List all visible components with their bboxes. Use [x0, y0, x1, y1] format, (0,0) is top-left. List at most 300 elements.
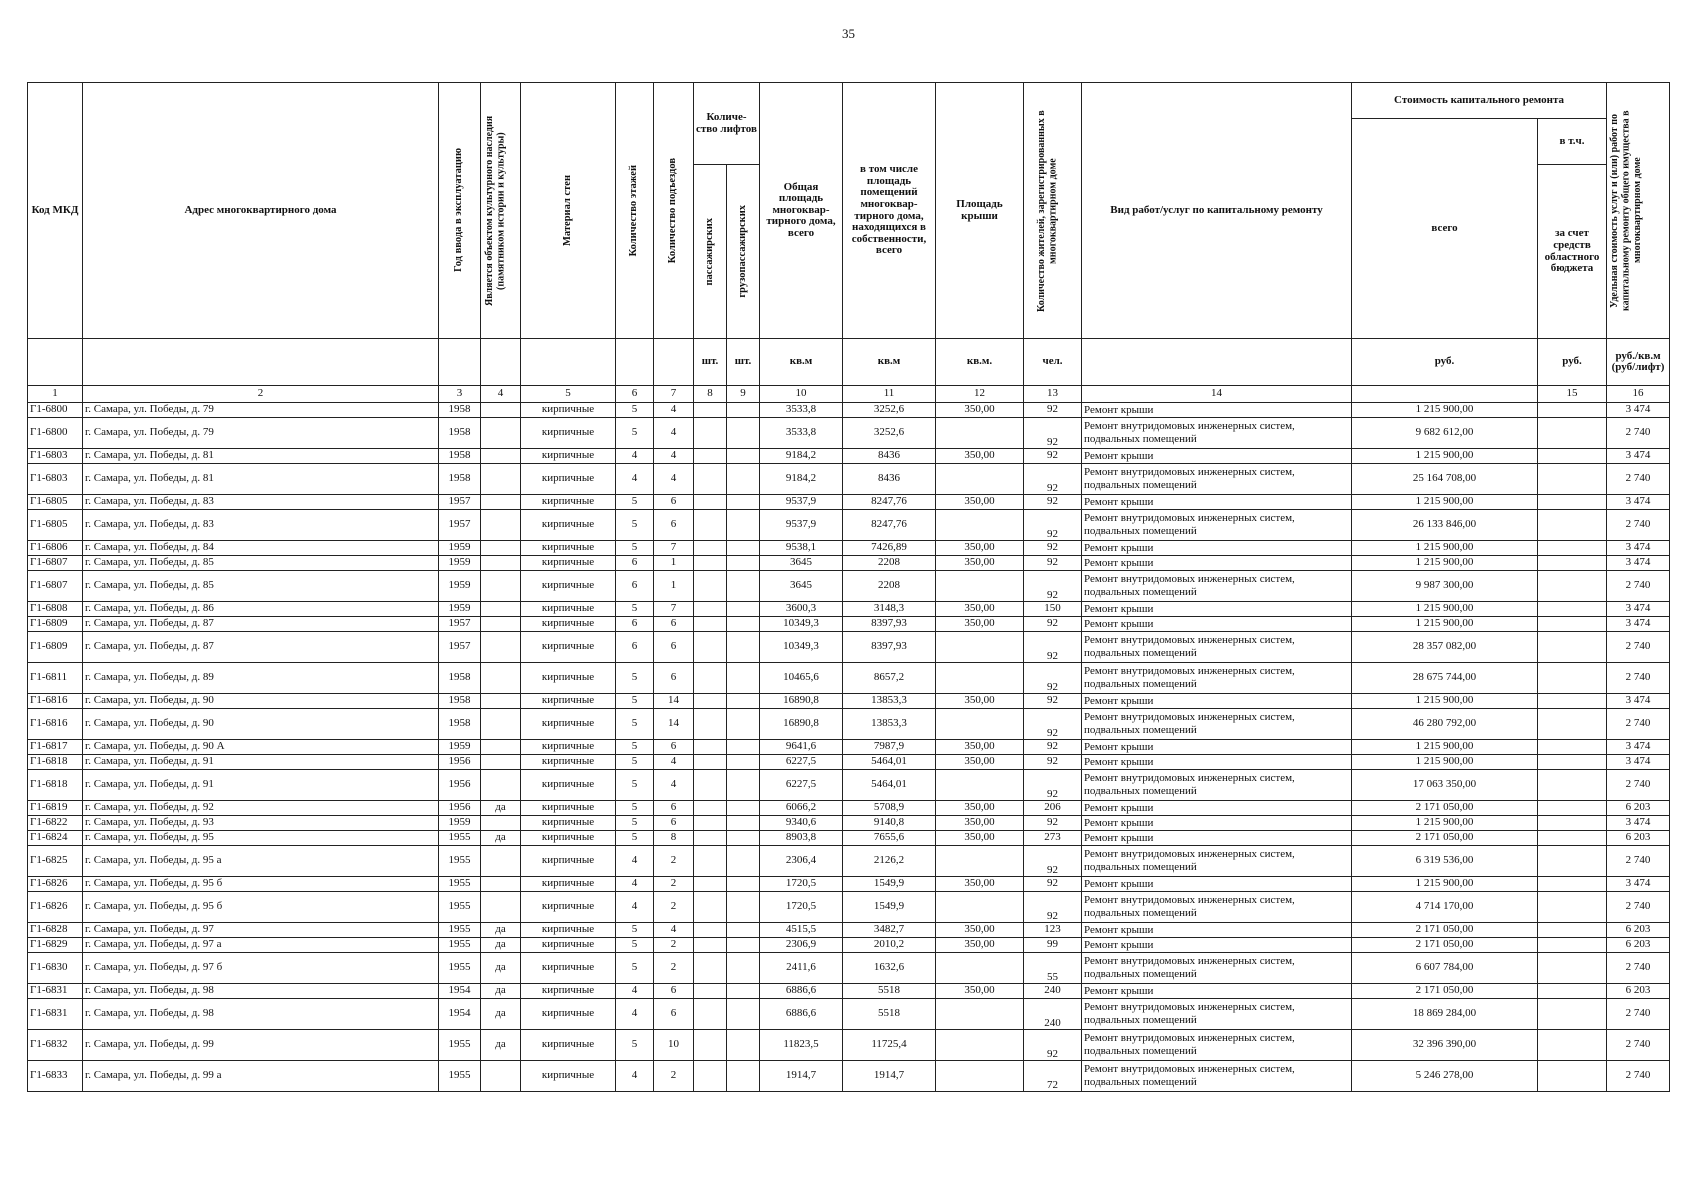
unit-rub: руб. [1352, 339, 1538, 386]
cell-code: Г1-6832 [28, 1030, 83, 1061]
cell-cost: 1 215 900,00 [1352, 556, 1538, 571]
cell-work: Ремонт внутридомовых инженерных систем, подвальных помещений [1082, 1061, 1352, 1092]
cell-empty [694, 740, 727, 755]
cell-residents: 92 [1024, 556, 1082, 571]
cell-residents: 240 [1024, 999, 1082, 1030]
cell-address: г. Самара, ул. Победы, д. 81 [83, 449, 439, 464]
cell-wall: кирпичные [521, 1030, 616, 1061]
cell-heritage [481, 892, 521, 923]
cell-code: Г1-6816 [28, 694, 83, 709]
cell-owned-area: 8657,2 [843, 663, 936, 694]
table-row [28, 984, 1670, 999]
cell-heritage [481, 495, 521, 510]
cell-empty [727, 755, 760, 770]
cell-total-area: 3645 [760, 571, 843, 602]
cell-cost: 9 987 300,00 [1352, 571, 1538, 602]
cell-unit: 6 203 [1607, 923, 1670, 938]
cell-work: Ремонт крыши [1082, 831, 1352, 846]
cell-owned-area: 3482,7 [843, 923, 936, 938]
cell-residents: 92 [1024, 709, 1082, 740]
cell-roof-area [936, 464, 1024, 495]
cell-owned-area: 1914,7 [843, 1061, 936, 1092]
cell-residents: 92 [1024, 892, 1082, 923]
cell-heritage: да [481, 938, 521, 953]
cell-code: Г1-6829 [28, 938, 83, 953]
table-row [28, 801, 1670, 816]
cell-floors: 6 [616, 556, 654, 571]
cell-code: Г1-6817 [28, 740, 83, 755]
cell-owned-area: 2010,2 [843, 938, 936, 953]
cell-owned-area: 8397,93 [843, 632, 936, 663]
cell-empty [1538, 709, 1607, 740]
cell-entrances: 10 [654, 1030, 694, 1061]
cell-cost: 2 171 050,00 [1352, 938, 1538, 953]
cell-empty [1538, 740, 1607, 755]
cell-code: Г1-6822 [28, 816, 83, 831]
cell-roof-area [936, 846, 1024, 877]
cell-entrances: 2 [654, 892, 694, 923]
cell-empty [1538, 984, 1607, 999]
cell-wall: кирпичные [521, 801, 616, 816]
cell-empty [727, 999, 760, 1030]
cell-empty [694, 663, 727, 694]
cell-work: Ремонт внутридомовых инженерных систем, подвальных помещений [1082, 709, 1352, 740]
cell-unit: 3 474 [1607, 740, 1670, 755]
cell-owned-area: 1632,6 [843, 953, 936, 984]
cell-empty [694, 1061, 727, 1092]
cell-owned-area: 1549,9 [843, 877, 936, 892]
capital-repair-table [27, 82, 1670, 1092]
cell-floors: 5 [616, 510, 654, 541]
cell-owned-area: 2126,2 [843, 846, 936, 877]
table-row [28, 464, 1670, 495]
table-row [28, 1061, 1670, 1092]
cell-roof-area [936, 709, 1024, 740]
col-num: 5 [521, 386, 616, 403]
col-num: 7 [654, 386, 694, 403]
cell-entrances: 2 [654, 938, 694, 953]
cell-total-area: 3533,8 [760, 418, 843, 449]
cell-empty [727, 923, 760, 938]
cell-year: 1957 [439, 495, 481, 510]
cell-address: г. Самара, ул. Победы, д. 99 [83, 1030, 439, 1061]
cell-unit: 3 474 [1607, 877, 1670, 892]
cell-owned-area: 8247,76 [843, 495, 936, 510]
header-entrances: Количество подъездов [654, 83, 694, 339]
cell-cost: 17 063 350,00 [1352, 770, 1538, 801]
cell-work: Ремонт крыши [1082, 556, 1352, 571]
cell-wall: кирпичные [521, 571, 616, 602]
col-num: 15 [1538, 386, 1607, 403]
cell-address: г. Самара, ул. Победы, д. 87 [83, 617, 439, 632]
cell-wall: кирпичные [521, 923, 616, 938]
table-row [28, 663, 1670, 694]
cell-address: г. Самара, ул. Победы, д. 98 [83, 999, 439, 1030]
cell-empty [727, 1061, 760, 1092]
cell-empty [1538, 663, 1607, 694]
cell-empty [1538, 770, 1607, 801]
table-body [28, 403, 1670, 1092]
cell-floors: 4 [616, 449, 654, 464]
cell-cost: 1 215 900,00 [1352, 449, 1538, 464]
table-row [28, 953, 1670, 984]
cell-wall: кирпичные [521, 541, 616, 556]
header-address: Адрес многоквартирного дома [83, 83, 439, 339]
cell-empty [694, 877, 727, 892]
cell-wall: кирпичные [521, 510, 616, 541]
cell-unit: 2 740 [1607, 1061, 1670, 1092]
header-wall: Материал стен [521, 83, 616, 339]
cell-empty [727, 846, 760, 877]
col-num: 9 [727, 386, 760, 403]
cell-unit: 3 474 [1607, 602, 1670, 617]
col-num: 3 [439, 386, 481, 403]
cell-empty [1538, 755, 1607, 770]
cell-empty [694, 632, 727, 663]
cell-year: 1955 [439, 877, 481, 892]
table-row [28, 816, 1670, 831]
cell-empty [694, 1030, 727, 1061]
cell-roof-area: 350,00 [936, 556, 1024, 571]
cell-owned-area: 8436 [843, 464, 936, 495]
cell-owned-area: 5518 [843, 999, 936, 1030]
cell-unit: 3 474 [1607, 449, 1670, 464]
cell-roof-area: 350,00 [936, 617, 1024, 632]
cell-total-area: 3533,8 [760, 403, 843, 418]
cell-year: 1955 [439, 953, 481, 984]
unit-people: чел. [1024, 339, 1082, 386]
cell-work: Ремонт крыши [1082, 984, 1352, 999]
table-row [28, 1030, 1670, 1061]
cell-empty [1538, 1061, 1607, 1092]
col-num: 11 [843, 386, 936, 403]
cell-cost: 4 714 170,00 [1352, 892, 1538, 923]
cell-roof-area [936, 418, 1024, 449]
table-row [28, 541, 1670, 556]
cell-empty [1538, 541, 1607, 556]
cell-residents: 72 [1024, 1061, 1082, 1092]
col-num: 1 [28, 386, 83, 403]
cell-heritage [481, 816, 521, 831]
cell-code: Г1-6831 [28, 999, 83, 1030]
cell-residents: 92 [1024, 770, 1082, 801]
cell-empty [694, 571, 727, 602]
cell-residents: 92 [1024, 740, 1082, 755]
cell-empty [727, 617, 760, 632]
unit-empty [1082, 339, 1352, 386]
cell-floors: 4 [616, 999, 654, 1030]
cell-unit: 2 740 [1607, 510, 1670, 541]
cell-code: Г1-6824 [28, 831, 83, 846]
cell-residents: 92 [1024, 464, 1082, 495]
cell-empty [727, 418, 760, 449]
cell-unit: 3 474 [1607, 617, 1670, 632]
cell-empty [1538, 953, 1607, 984]
cell-roof-area [936, 999, 1024, 1030]
cell-residents: 92 [1024, 418, 1082, 449]
cell-unit: 3 474 [1607, 403, 1670, 418]
cell-empty [727, 663, 760, 694]
cell-code: Г1-6809 [28, 617, 83, 632]
cell-year: 1958 [439, 694, 481, 709]
cell-address: г. Самара, ул. Победы, д. 90 [83, 694, 439, 709]
cell-empty [694, 556, 727, 571]
cell-roof-area [936, 1061, 1024, 1092]
cell-heritage [481, 694, 521, 709]
cell-total-area: 9184,2 [760, 464, 843, 495]
cell-heritage [481, 449, 521, 464]
cell-work: Ремонт внутридомовых инженерных систем, подвальных помещений [1082, 1030, 1352, 1061]
col-num: 4 [481, 386, 521, 403]
cell-wall: кирпичные [521, 449, 616, 464]
header-floors: Количество этажей [616, 83, 654, 339]
cell-year: 1958 [439, 449, 481, 464]
cell-empty [694, 755, 727, 770]
unit-empty [521, 339, 616, 386]
cell-heritage [481, 1061, 521, 1092]
cell-unit: 2 740 [1607, 892, 1670, 923]
cell-owned-area: 8247,76 [843, 510, 936, 541]
cell-floors: 6 [616, 632, 654, 663]
cell-address: г. Самара, ул. Победы, д. 90 А [83, 740, 439, 755]
cell-year: 1955 [439, 938, 481, 953]
cell-empty [694, 984, 727, 999]
cell-roof-area: 350,00 [936, 694, 1024, 709]
cell-empty [1538, 846, 1607, 877]
col-num: 14 [1082, 386, 1352, 403]
cell-year: 1957 [439, 510, 481, 541]
cell-owned-area: 3252,6 [843, 418, 936, 449]
cell-empty [1538, 1030, 1607, 1061]
cell-heritage: да [481, 831, 521, 846]
cell-empty [727, 953, 760, 984]
cell-unit: 2 740 [1607, 953, 1670, 984]
cell-year: 1955 [439, 923, 481, 938]
cell-floors: 5 [616, 740, 654, 755]
cell-entrances: 6 [654, 510, 694, 541]
cell-total-area: 16890,8 [760, 709, 843, 740]
cell-year: 1955 [439, 892, 481, 923]
cell-roof-area: 350,00 [936, 740, 1024, 755]
cell-roof-area: 350,00 [936, 831, 1024, 846]
cell-entrances: 4 [654, 464, 694, 495]
cell-floors: 5 [616, 495, 654, 510]
cell-total-area: 9184,2 [760, 449, 843, 464]
cell-work: Ремонт внутридомовых инженерных систем, подвальных помещений [1082, 632, 1352, 663]
cell-heritage [481, 602, 521, 617]
cell-floors: 5 [616, 816, 654, 831]
cell-year: 1958 [439, 418, 481, 449]
cell-cost: 1 215 900,00 [1352, 877, 1538, 892]
cell-total-area: 2306,9 [760, 938, 843, 953]
cell-floors: 6 [616, 571, 654, 602]
cell-work: Ремонт крыши [1082, 923, 1352, 938]
cell-total-area: 6227,5 [760, 755, 843, 770]
cell-address: г. Самара, ул. Победы, д. 83 [83, 495, 439, 510]
cell-floors: 4 [616, 892, 654, 923]
cell-code: Г1-6807 [28, 571, 83, 602]
col-num: 13 [1024, 386, 1082, 403]
cell-address: г. Самара, ул. Победы, д. 95 а [83, 846, 439, 877]
cell-cost: 1 215 900,00 [1352, 617, 1538, 632]
cell-address: г. Самара, ул. Победы, д. 85 [83, 571, 439, 602]
cell-year: 1955 [439, 1061, 481, 1092]
cell-work: Ремонт внутридомовых инженерных систем, подвальных помещений [1082, 510, 1352, 541]
cell-entrances: 2 [654, 877, 694, 892]
cell-floors: 5 [616, 953, 654, 984]
cell-roof-area: 350,00 [936, 816, 1024, 831]
cell-code: Г1-6819 [28, 801, 83, 816]
cell-entrances: 4 [654, 418, 694, 449]
cell-heritage [481, 770, 521, 801]
table-row [28, 602, 1670, 617]
cell-owned-area: 8436 [843, 449, 936, 464]
cell-unit: 2 740 [1607, 999, 1670, 1030]
cell-code: Г1-6811 [28, 663, 83, 694]
cell-residents: 240 [1024, 984, 1082, 999]
table-row [28, 831, 1670, 846]
cell-entrances: 6 [654, 495, 694, 510]
table-row [28, 938, 1670, 953]
cell-total-area: 6227,5 [760, 770, 843, 801]
cell-wall: кирпичные [521, 831, 616, 846]
cell-address: г. Самара, ул. Победы, д. 95 [83, 831, 439, 846]
col-num: 12 [936, 386, 1024, 403]
cell-unit: 2 740 [1607, 1030, 1670, 1061]
cell-roof-area: 350,00 [936, 495, 1024, 510]
cell-year: 1959 [439, 571, 481, 602]
cell-year: 1958 [439, 464, 481, 495]
table-row [28, 571, 1670, 602]
cell-roof-area: 350,00 [936, 938, 1024, 953]
cell-empty [1538, 510, 1607, 541]
header-cost-total: всего [1352, 119, 1538, 339]
cell-heritage: да [481, 1030, 521, 1061]
cell-entrances: 4 [654, 755, 694, 770]
cell-total-area: 1914,7 [760, 1061, 843, 1092]
cell-roof-area: 350,00 [936, 923, 1024, 938]
cell-empty [694, 403, 727, 418]
header-lifts-cargo: грузопассажирских [727, 165, 760, 339]
cell-heritage [481, 403, 521, 418]
cell-empty [694, 923, 727, 938]
cell-empty [727, 831, 760, 846]
cell-empty [727, 632, 760, 663]
cell-total-area: 16890,8 [760, 694, 843, 709]
cell-roof-area: 350,00 [936, 449, 1024, 464]
cell-unit: 2 740 [1607, 632, 1670, 663]
cell-empty [727, 694, 760, 709]
unit-rub-per-sqm: руб./кв.м (руб/лифт) [1607, 339, 1670, 386]
unit-empty [83, 339, 439, 386]
table-row [28, 740, 1670, 755]
cell-code: Г1-6805 [28, 510, 83, 541]
cell-roof-area: 350,00 [936, 755, 1024, 770]
cell-heritage [481, 571, 521, 602]
cell-wall: кирпичные [521, 816, 616, 831]
cell-total-area: 9537,9 [760, 510, 843, 541]
cell-owned-area: 5708,9 [843, 801, 936, 816]
cell-empty [694, 418, 727, 449]
col-num: 8 [694, 386, 727, 403]
cell-entrances: 6 [654, 617, 694, 632]
cell-unit: 3 474 [1607, 755, 1670, 770]
header-owned-area: в том числе площадь помещений многоквар-тирного дома, находящихся в собственности, всего [843, 83, 936, 339]
cell-total-area: 6066,2 [760, 801, 843, 816]
cell-residents: 92 [1024, 877, 1082, 892]
cell-code: Г1-6800 [28, 403, 83, 418]
cell-empty [1538, 938, 1607, 953]
cell-entrances: 4 [654, 770, 694, 801]
cell-empty [1538, 632, 1607, 663]
cell-cost: 1 215 900,00 [1352, 694, 1538, 709]
cell-work: Ремонт внутридомовых инженерных систем, подвальных помещений [1082, 953, 1352, 984]
table-row [28, 846, 1670, 877]
cell-year: 1955 [439, 1030, 481, 1061]
cell-cost: 6 319 536,00 [1352, 846, 1538, 877]
header-year: Год ввода в эксплуатацию [439, 83, 481, 339]
cell-empty [727, 571, 760, 602]
cell-total-area: 1720,5 [760, 892, 843, 923]
cell-empty [694, 801, 727, 816]
cell-wall: кирпичные [521, 418, 616, 449]
cell-empty [727, 740, 760, 755]
cell-work: Ремонт внутридомовых инженерных систем, подвальных помещений [1082, 464, 1352, 495]
cell-wall: кирпичные [521, 464, 616, 495]
cell-empty [694, 449, 727, 464]
cell-code: Г1-6803 [28, 449, 83, 464]
column-number-row [28, 386, 1670, 403]
cell-wall: кирпичные [521, 892, 616, 923]
cell-cost: 5 246 278,00 [1352, 1061, 1538, 1092]
cell-heritage [481, 709, 521, 740]
table-row [28, 755, 1670, 770]
unit-empty [28, 339, 83, 386]
cell-heritage [481, 877, 521, 892]
cell-address: г. Самара, ул. Победы, д. 79 [83, 418, 439, 449]
cell-residents: 92 [1024, 617, 1082, 632]
cell-entrances: 8 [654, 831, 694, 846]
cell-owned-area: 3252,6 [843, 403, 936, 418]
cell-unit: 2 740 [1607, 709, 1670, 740]
table-row [28, 510, 1670, 541]
cell-floors: 5 [616, 418, 654, 449]
cell-total-area: 4515,5 [760, 923, 843, 938]
cell-unit: 6 203 [1607, 801, 1670, 816]
table-row [28, 694, 1670, 709]
cell-empty [694, 602, 727, 617]
cell-floors: 5 [616, 541, 654, 556]
cell-roof-area: 350,00 [936, 984, 1024, 999]
cell-work: Ремонт внутридомовых инженерных систем, подвальных помещений [1082, 418, 1352, 449]
cell-year: 1954 [439, 999, 481, 1030]
cell-owned-area: 5518 [843, 984, 936, 999]
cell-empty [1538, 923, 1607, 938]
cell-empty [1538, 694, 1607, 709]
cell-empty [727, 495, 760, 510]
cell-empty [727, 984, 760, 999]
cell-year: 1956 [439, 801, 481, 816]
cell-total-area: 10465,6 [760, 663, 843, 694]
cell-code: Г1-6806 [28, 541, 83, 556]
cell-owned-area: 1549,9 [843, 892, 936, 923]
cell-entrances: 7 [654, 541, 694, 556]
cell-empty [727, 709, 760, 740]
cell-floors: 4 [616, 1061, 654, 1092]
cell-wall: кирпичные [521, 709, 616, 740]
cell-year: 1958 [439, 403, 481, 418]
cell-entrances: 1 [654, 556, 694, 571]
